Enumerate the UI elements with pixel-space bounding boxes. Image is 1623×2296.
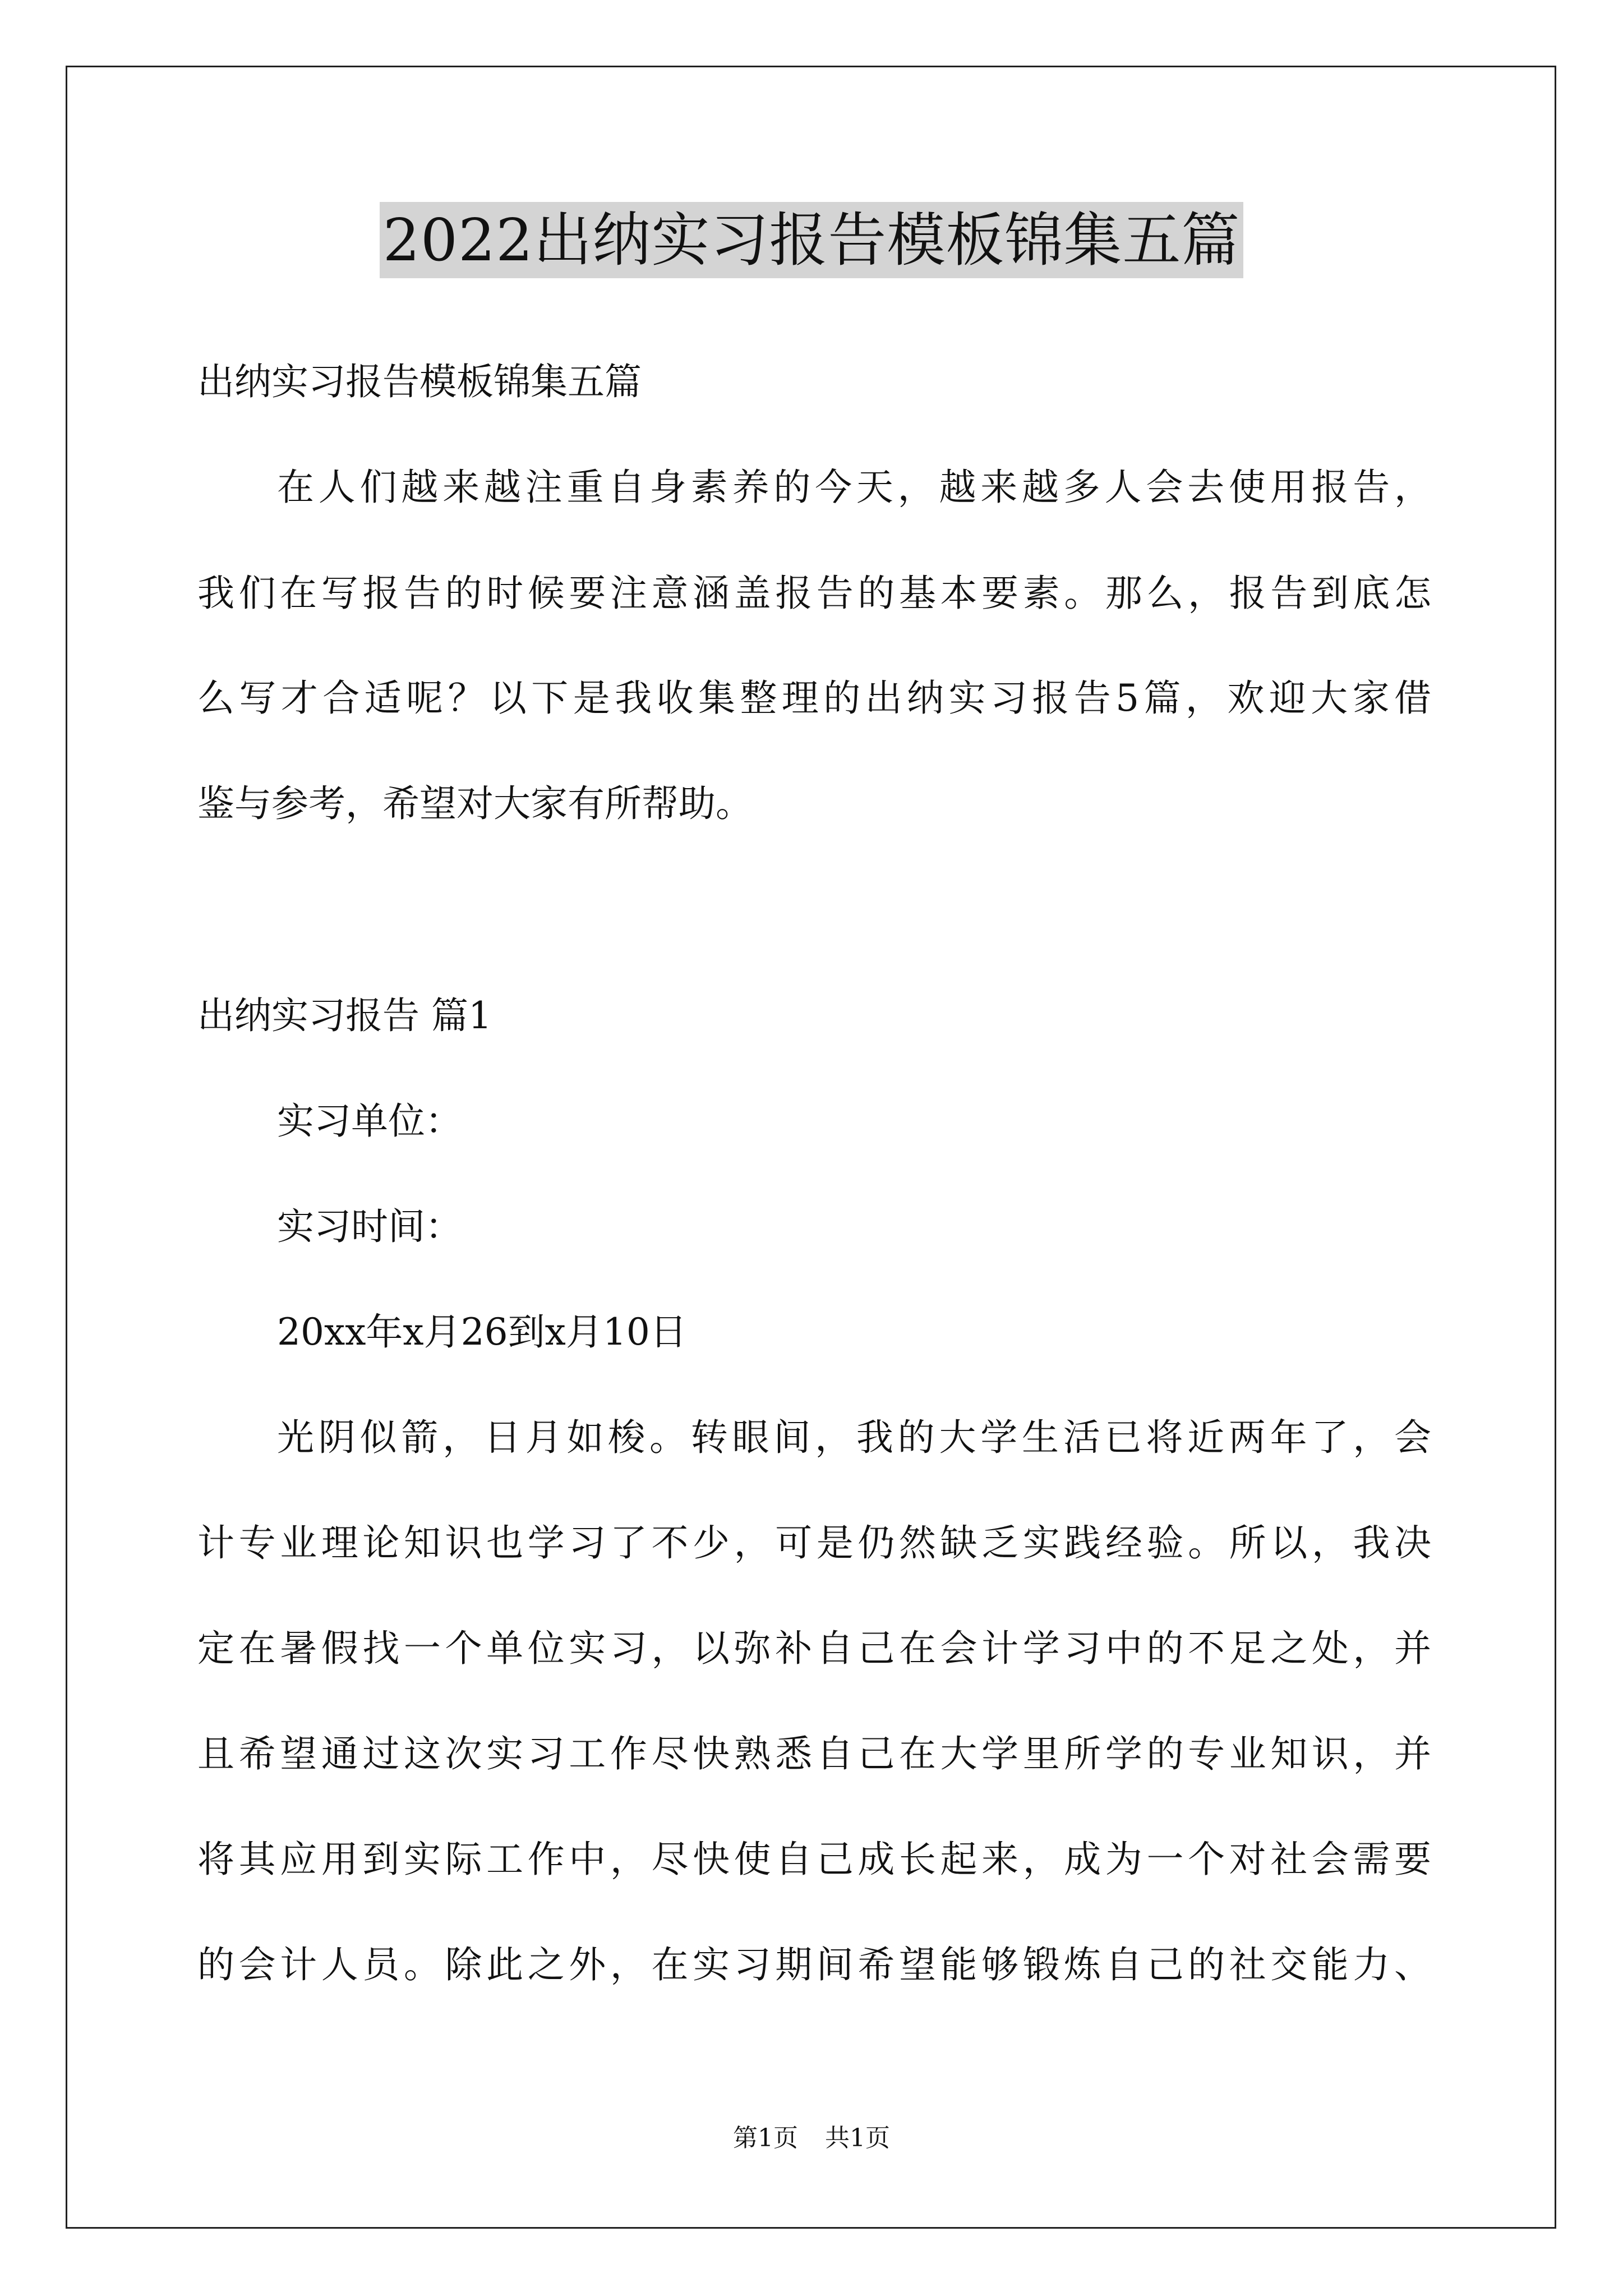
body-line-3: 定在暑假找一个单位实习，以弥补自己在会计学习中的不足之处，并	[197, 1627, 1431, 1670]
intro-line-2: 我们在写报告的时候要注意涵盖报告的基本要素。那么，报告到底怎	[197, 572, 1431, 615]
document-subtitle: 出纳实习报告模板锦集五篇	[197, 360, 642, 403]
intro-line-1: 在人们越来越注重自身素养的今天，越来越多人会去使用报告，	[277, 466, 1431, 509]
internship-time-label: 实习时间：	[277, 1205, 462, 1248]
body-line-5: 将其应用到实际工作中，尽快使自己成长起来，成为一个对社会需要	[197, 1838, 1431, 1881]
section-heading: 出纳实习报告 篇1	[197, 994, 492, 1037]
body-line-4: 且希望通过这次实习工作尽快熟悉自己在大学里所学的专业知识，并	[197, 1732, 1431, 1775]
document-title: 2022出纳实习报告模板锦集五篇	[380, 202, 1244, 278]
body-line-6: 的会计人员。除此之外，在实习期间希望能够锻炼自己的社交能力、	[197, 1943, 1431, 1986]
body-line-1: 光阴似箭，日月如梭。转眼间，我的大学生活已将近两年了，会	[277, 1416, 1431, 1459]
intro-line-3: 么写才合适呢？以下是我收集整理的出纳实习报告5篇，欢迎大家借	[197, 677, 1431, 720]
page-footer	[0, 2122, 1623, 2155]
internship-unit-label: 实习单位：	[277, 1099, 462, 1143]
page-number: 第1页	[733, 2124, 798, 2152]
internship-date-range: 20xx年x月26到x月10日	[277, 1310, 687, 1354]
intro-line-4: 鉴与参考，希望对大家有所帮助。	[197, 782, 753, 825]
page-total: 共1页	[825, 2124, 890, 2152]
body-line-2: 计专业理论知识也学习了不少，可是仍然缺乏实践经验。所以，我决	[197, 1521, 1431, 1565]
title-container	[0, 202, 1623, 278]
